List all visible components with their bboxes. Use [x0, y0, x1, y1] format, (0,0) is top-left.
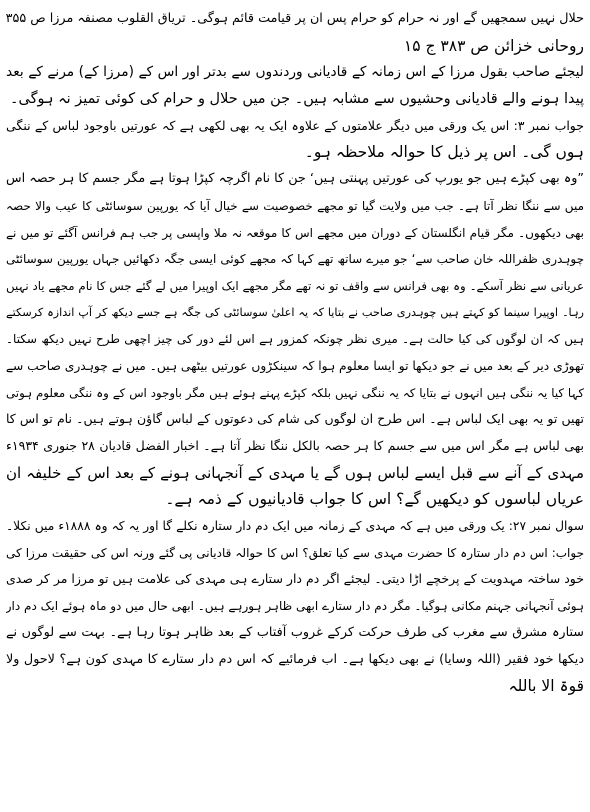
text-line: ”وہ بھی کپڑے ہیں جو یورپ کی عورتیں پہنتی ہیں‘ جن کا نام اگرچہ کپڑا ہوتا ہے مگر جسم کا ہر حصہ اس	[6, 171, 584, 187]
text-line: میں سے ننگا نظر آتا ہے۔ جب میں ولایت گیا تو مجھے خصوصیت سے خیال آیا کہ یورپین سوسائٹی کا عیب والا حصہ	[6, 198, 584, 213]
text-line: عریاں لباسوں کو دیکھیں گے؟ اس کا جواب قادیانیوں کے ذمہ ہے۔	[165, 490, 584, 509]
text-line: پیدا ہونے والے قادیانی وحشیوں سے مشابہ ہیں۔ جن میں حلال و حرام کی کوئی تمیز نہ ہوگی۔	[10, 91, 584, 108]
text-line: قوۃ الا باللہ	[508, 677, 584, 696]
text-line: سوال نمبر ۲۷: یک ورقی میں ہے کہ مہدی کے زمانہ میں ایک دم دار ستارہ نکلے گا اور یہ کہ وہ ۱۸۸۸ء میں نکلا۔	[6, 519, 584, 534]
text-line: بھی دیکھوں۔ مگر قیام انگلستان کے دوران میں مجھے اس کا موقعہ نہ ملا واپسی پر جب ہم فرانس آگئے تو میں نے	[6, 225, 584, 240]
text-line: روحانی خزائن ص ۳۸۳ ج ۱۵	[403, 36, 584, 55]
text-line: ہوں گی۔ اس پر ذیل کا حوالہ ملاحظہ ہو۔	[304, 143, 584, 162]
text-line: لیجئے صاحب بقول مرزا کے اس زمانہ کے قادیانی وردندوں سے بدتر اور اس کے (مرزا کے) مرنے کے بعد	[6, 64, 584, 81]
text-line: ستارہ مشرق سے مغرب کی طرف حرکت کرکے غروب آفتاب کے بعد ظاہر ہوتا رہا ہے۔ بہت سے لوگوں نے	[6, 624, 584, 640]
text-line: جواب نمبر ۳: اس یک ورقی میں دیگر علامتوں کے علاوہ ایک یہ بھی لکھی ہے کہ عورتیں باوجود لباس کے ننگی	[6, 117, 584, 133]
text-line: ہیں کہ ان لوگوں کی کیا حالت ہے۔ میری نظر چونکہ کمزور ہے اس لئے دور کی چیز اچھی طرح نہیں دیکھ سکتا۔	[6, 332, 584, 347]
text-line: مہدی کے آنے سے قبل ایسے لباس ہوں گے یا مہدی کے آنجہانی ہونے کے بعد اس کے خلیفہ ان	[6, 463, 584, 482]
text-line: رہا۔ اوپیرا سینما کو کہتے ہیں چوہدری صاحب نے بتایا کہ یہ اعلیٰ سوسائٹی کی جگہ ہے جسے دیکھ کر آپ اندازہ کرسکتے	[6, 305, 584, 319]
text-line: عریانی سے نظر آسکے۔ وہ بھی فرانس سے واقف تو نہ تھے مگر مجھے ایک اوپیرا میں لے گئے جس کا نام مجھے یاد نہیں	[6, 278, 584, 293]
text-line: کہا کیا یہ ننگی ہیں انہوں نے بتایا کہ یہ ننگی نہیں بلکہ کپڑے پہنے ہوئے ہیں مگر باوجود اس کے وہ ننگی معلوم ہوتی	[6, 385, 584, 400]
text-line: تھیں تو یہ بھی ایک لباس ہے۔ اس طرح ان لوگوں کی شام کی دعوتوں کے لباس گاؤن ہوتے ہیں۔ نام تو اس کا	[6, 411, 584, 427]
text-line: دیکھا خود فقیر (اللہ وسایا) نے بھی دیکھا ہے۔ اب فرمائیے کہ اس دم دار ستارے کا مہدی کون ہے؟ لاحول ولا	[6, 651, 584, 667]
text-line: چوہدری ظفراللہ خان صاحب سے‘ جو میرے ساتھ تھے کہا کہ مجھے کوئی ایسی جگہ دکھائیں جہاں یورپین سوسائٹی	[6, 252, 584, 267]
text-line: ہوئی آنجہانی جہنم مکانی ہوگیا۔ مگر دم دار ستارے ابھی ظاہر ہورہے ہیں۔ ابھی حال میں دو ماہ ہوئے ایک دم دار	[6, 599, 584, 614]
text-line: جواب: اس دم دار ستارہ کا حضرت مہدی سے کیا تعلق؟ اس کا حوالہ قادیانی پی گئے ورنہ اس کی حقیقت مرزا کی	[6, 545, 584, 560]
text-line: تھوڑی دیر کے بعد میں نے جو دیکھا تو ایسا معلوم ہوا کہ سینکڑوں عورتیں بیٹھی ہیں۔ میں نے چوہدری صاحب سے	[6, 358, 584, 373]
text-line: بھی لباس ہے مگر اس میں سے جسم کا ہر حصہ بالکل ننگا نظر آتا ہے۔ اخبار الفضل قادیان ۲۸ جنوری ۱۹۳۴ء	[6, 438, 584, 453]
text-line: حلال نہیں سمجھیں گے اور نہ حرام کو حرام پس ان پر قیامت قائم ہوگی۔ تریاق القلوب مصنفہ مرزا ص ۳۵۵	[6, 11, 584, 26]
text-line: خود ساختہ مہدویت کے پرخچے اڑا دیتی۔ لیجئے اگر دم دار ستارے ہی مہدی کی علامت ہیں تو مرزا مر کر صدی	[6, 571, 584, 587]
